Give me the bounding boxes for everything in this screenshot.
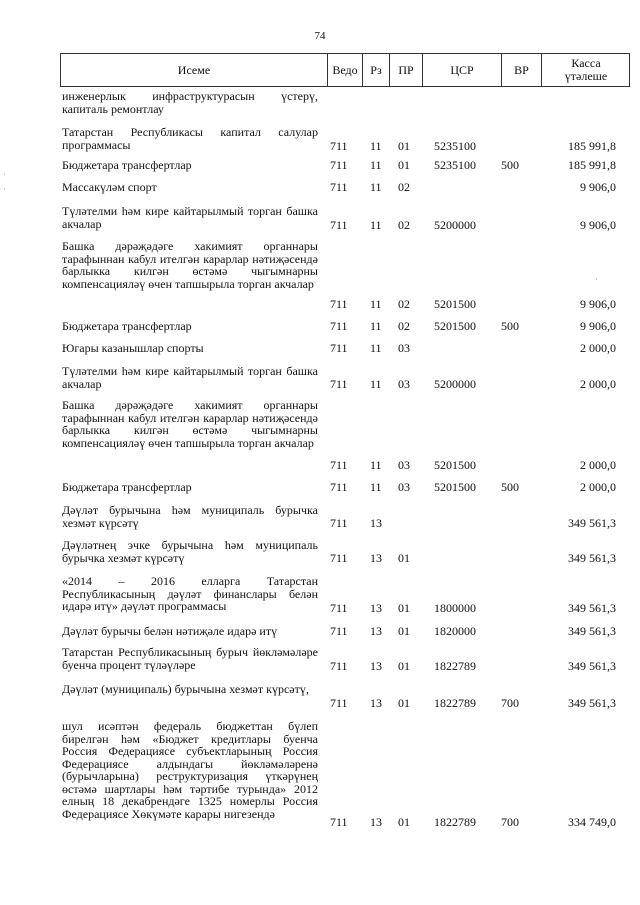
row-rz: 11 <box>370 158 382 172</box>
row-vr: 500 <box>501 319 519 333</box>
scan-mark: · <box>595 275 598 284</box>
row-vedo: 711 <box>330 696 348 710</box>
row-name: Дәүләт (муниципаль) бурычына хезмәт күрсәтү, <box>62 682 309 696</box>
row-vedo: 711 <box>330 218 348 232</box>
row-rz: 13 <box>370 551 382 565</box>
row-vr: 500 <box>501 158 519 172</box>
row-vedo: 711 <box>330 601 348 615</box>
row-name: Бюджетара трансфертлар <box>62 319 192 333</box>
row-csr: 5235100 <box>434 158 476 172</box>
row-amount: 2 000,0 <box>580 458 616 472</box>
row-csr: 5201500 <box>434 458 476 472</box>
row-name: Татарстан Республикасының бурыч йөкләмәләре буенча процент түләүләре <box>62 645 318 672</box>
scan-mark: · <box>3 185 6 194</box>
row-rz: 11 <box>370 180 382 194</box>
header-vedo <box>328 54 363 86</box>
row-pr: 01 <box>398 659 410 673</box>
row-pr: 03 <box>398 377 410 391</box>
row-vedo: 711 <box>330 659 348 673</box>
header-rz: Рз <box>363 54 390 86</box>
row-name: Башка дәрәҗәдәге хакимият органнары тарафыннан кабул ителгән карарлар нәтиҗәсендә барлыкка килгән өстәмә чыгымнарны компенсацияләү өчен тапшырыла торган акчалар <box>62 239 318 291</box>
row-pr: 03 <box>398 458 410 472</box>
row-pr: 01 <box>398 696 410 710</box>
row-vedo: 711 <box>330 516 348 530</box>
row-pr: 03 <box>398 341 410 355</box>
row-amount: 2 000,0 <box>580 341 616 355</box>
header-kassa: Касса үтәлеше <box>564 56 608 83</box>
row-csr: 5200000 <box>434 218 476 232</box>
row-rz: 13 <box>370 624 382 638</box>
row-vedo: 711 <box>330 815 348 829</box>
row-name: Түләтелми һәм кире кайтарылмый торган башка акчалар <box>62 204 318 231</box>
row-pr: 02 <box>398 319 410 333</box>
row-amount: 349 561,3 <box>568 601 616 615</box>
row-csr: 1820000 <box>434 624 476 638</box>
row-vedo: 711 <box>330 297 348 311</box>
row-amount: 9 906,0 <box>580 218 616 232</box>
row-csr: 1822789 <box>434 659 476 673</box>
row-csr: 5201500 <box>434 297 476 311</box>
row-vedo: 711 <box>330 551 348 565</box>
row-pr: 01 <box>398 158 410 172</box>
scan-mark: · <box>3 170 6 179</box>
row-csr: 1822789 <box>434 815 476 829</box>
row-pr: 01 <box>398 551 410 565</box>
row-pr: 02 <box>398 218 410 232</box>
row-name: Бюджетара трансфертлар <box>62 480 192 494</box>
row-rz: 13 <box>370 601 382 615</box>
row-name: Татарстан Республикасы капитал салулар программасы <box>62 125 318 152</box>
page-number: 74 <box>314 30 326 42</box>
row-pr: 03 <box>398 480 410 494</box>
row-pr: 01 <box>398 139 410 153</box>
row-rz: 11 <box>370 480 382 494</box>
row-rz: 13 <box>370 696 382 710</box>
row-vedo: 711 <box>330 319 348 333</box>
row-rz: 11 <box>370 218 382 232</box>
row-pr: 01 <box>398 601 410 615</box>
row-amount: 2 000,0 <box>580 377 616 391</box>
row-amount: 9 906,0 <box>580 319 616 333</box>
row-pr: 01 <box>398 624 410 638</box>
row-vr: 700 <box>501 815 519 829</box>
row-pr: 01 <box>398 815 410 829</box>
row-name: шул исәптән федераль бюджеттан бүлеп бирелгән һәм «Бюджет кредитлары буенча Россия Федерациясе субъектларының Россия Федерациясе алдындагы йөкләмәләренә (бурычларына) реструктуризация үткәрүнең өстәмә шартлары һәм тәртибе турында» 2012 елның 18 декабрендәге 1325 номерлы Россия Федерациясе Хөкүмәте карары нигезендә <box>62 719 318 821</box>
row-name: «2014 – 2016 елларга Татарстан Республикасының дәүләт финанслары белән идарә итү» дәүләт программасы <box>62 574 318 613</box>
row-pr: 02 <box>398 180 410 194</box>
row-amount: 349 561,3 <box>568 696 616 710</box>
row-vedo: 711 <box>330 377 348 391</box>
row-amount: 2 000,0 <box>580 480 616 494</box>
row-rz: 11 <box>370 458 382 472</box>
row-vedo: 711 <box>330 180 348 194</box>
row-amount: 349 561,3 <box>568 551 616 565</box>
row-vedo: 711 <box>330 458 348 472</box>
row-vedo: 711 <box>330 341 348 355</box>
row-rz: 11 <box>370 319 382 333</box>
row-amount: 349 561,3 <box>568 659 616 673</box>
row-amount: 185 991,8 <box>568 139 616 153</box>
row-rz: 13 <box>370 516 382 530</box>
row-vedo: 711 <box>330 480 348 494</box>
row-name: Массакүләм спорт <box>62 180 157 194</box>
row-name: Дәүләт бурычы белән нәтиҗәле идарә итү <box>62 624 278 638</box>
row-csr: 1822789 <box>434 696 476 710</box>
header-csr: ЦСР <box>423 54 502 86</box>
row-csr: 5201500 <box>434 480 476 494</box>
row-rz: 11 <box>370 139 382 153</box>
header-vr: ВР <box>502 54 542 86</box>
row-rz: 11 <box>370 377 382 391</box>
row-amount: 9 906,0 <box>580 180 616 194</box>
row-vr: 500 <box>501 480 519 494</box>
row-vedo: 711 <box>330 158 348 172</box>
row-name: Бюджетара трансфертлар <box>62 158 192 172</box>
row-name: Югары казанышлар спорты <box>62 341 204 355</box>
row-rz: 11 <box>370 341 382 355</box>
row-csr: 5235100 <box>434 139 476 153</box>
row-amount: 334 749,0 <box>568 815 616 829</box>
row-csr: 1800000 <box>434 601 476 615</box>
row-amount: 349 561,3 <box>568 516 616 530</box>
row-amount: 185 991,8 <box>568 158 616 172</box>
row-rz: 11 <box>370 297 382 311</box>
row-vr: 700 <box>501 696 519 710</box>
row-csr: 5200000 <box>434 377 476 391</box>
header-name: Исеме <box>61 54 328 86</box>
header-vedo-label: Ведо <box>332 62 358 77</box>
table-header <box>60 53 630 87</box>
row-pr: 02 <box>398 297 410 311</box>
row-amount: 9 906,0 <box>580 297 616 311</box>
row-rz: 13 <box>370 815 382 829</box>
row-vedo: 711 <box>330 624 348 638</box>
row-amount: 349 561,3 <box>568 624 616 638</box>
row-vedo: 711 <box>330 139 348 153</box>
row-name: Түләтелми һәм кире кайтарылмый торган башка акчалар <box>62 364 318 391</box>
row-name: Дәүләтнең эчке бурычына һәм муниципаль бурычка хезмәт күрсәтү <box>62 538 318 565</box>
row-csr: 5201500 <box>434 319 476 333</box>
row-name: инженерлык инфраструктурасын үстерү, капиталь ремонтлау <box>62 89 318 116</box>
row-name: Башка дәрәҗәдәге хакимият органнары тарафыннан кабул ителгән карарлар нәтиҗәсендә барлыкка килгән өстәмә чыгымнарны компенсацияләү өчен тапшырыла торган акчалар <box>62 398 318 450</box>
row-rz: 13 <box>370 659 382 673</box>
row-name: Дәүләт бурычына һәм муниципаль бурычка хезмәт күрсәтү <box>62 503 318 530</box>
header-pr: ПР <box>390 54 423 86</box>
